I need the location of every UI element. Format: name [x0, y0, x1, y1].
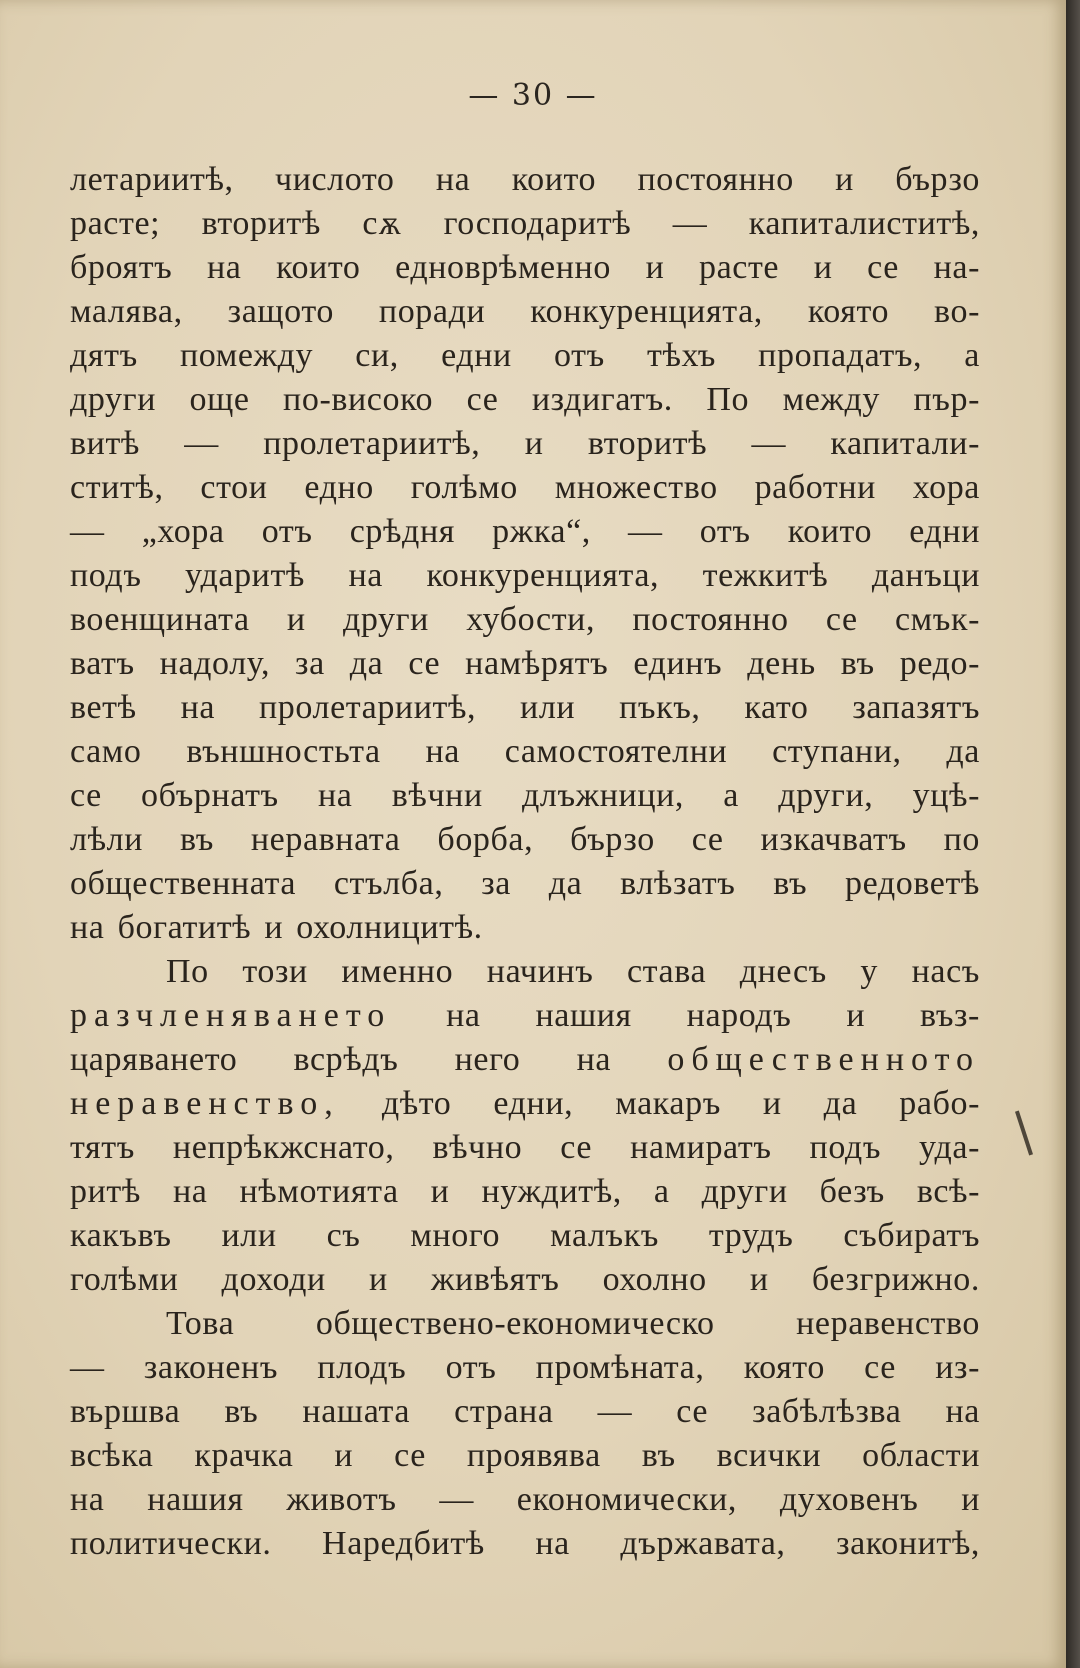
- text-line: тятъ непрѣкжснато, вѣчно се намиратъ подъ уда-: [70, 1129, 980, 1166]
- paragraph-first-line: Това обществено-економическо неравенство: [166, 1305, 980, 1342]
- text-line: малява, защото поради конкуренцията, която во-: [70, 293, 980, 330]
- text-line: ватъ надолу, за да се намѣрятъ единъ день въ редо-: [70, 645, 980, 682]
- text-block: [70, 158, 980, 1566]
- paragraph-first-line: По този именно начинъ става днесъ у насъ: [166, 953, 980, 990]
- text-line: на нашия животъ — економически, духовенъ и: [70, 1481, 980, 1518]
- emphasized-term: общественното: [667, 1041, 980, 1078]
- margin-mark: [1015, 1111, 1033, 1156]
- text-fragment: дѣто едни, макаръ и да рабо-: [381, 1085, 980, 1122]
- book-spine-edge: [1066, 0, 1080, 1668]
- text-line: ветѣ на пролетариитѣ, или пъкъ, като запазятъ: [70, 689, 980, 726]
- text-line: подъ ударитѣ на конкуренцията, тежкитѣ данъци: [70, 557, 980, 594]
- text-line: [70, 1038, 980, 1082]
- text-fragment: на нашия народъ и въз-: [446, 997, 980, 1034]
- text-fragment: царяването всрѣдъ него на: [70, 1041, 612, 1078]
- text-line: какъвъ или съ много малъкъ трудъ събиратъ: [70, 1217, 980, 1254]
- text-line: — законенъ плодъ отъ промѣната, която се из-: [70, 1349, 980, 1386]
- text-line: ритѣ на нѣмотията и нуждитѣ, а други безъ всѣ-: [70, 1173, 980, 1210]
- text-line: политически. Наредбитѣ на държавата, законитѣ,: [70, 1525, 980, 1562]
- text-line: други още по-високо се издигатъ. По между пър-: [70, 381, 980, 418]
- text-line: само външностьта на самостоятелни ступани, да: [70, 733, 980, 770]
- text-line: голѣми доходи и живѣятъ охолно и безгрижно.: [70, 1261, 980, 1298]
- emphasized-term: неравенство,: [70, 1085, 340, 1122]
- text-line: военщината и други хубости, постоянно се смък-: [70, 601, 980, 638]
- text-line: витѣ — пролетариитѣ, и вторитѣ — капитали-: [70, 425, 980, 462]
- emphasized-term: разчленяването: [70, 997, 392, 1034]
- text-line: ститѣ, стои едно голѣмо множество работни хора: [70, 469, 980, 506]
- text-line: — „хора отъ срѣдня ржка“, — отъ които едни: [70, 513, 980, 550]
- text-line: всѣка крачка и се проявява въ всички области: [70, 1437, 980, 1474]
- text-line: броятъ на които едноврѣменно и расте и се на-: [70, 249, 980, 286]
- text-line: дятъ помежду си, едни отъ тѣхъ пропадатъ, а: [70, 337, 980, 374]
- text-line: [70, 1082, 980, 1126]
- text-line: расте; вторитѣ сѫ господаритѣ — капиталиститѣ,: [70, 205, 980, 242]
- text-line: летариитѣ, числото на които постоянно и бързо: [70, 161, 980, 198]
- text-line: [70, 994, 980, 1038]
- text-line: се обърнатъ на вѣчни длъжници, а други, уцѣ-: [70, 777, 980, 814]
- text-line: вършва въ нашата страна — се забѣлѣзва на: [70, 1393, 980, 1430]
- text-line: на богатитѣ и охолницитѣ.: [70, 909, 483, 946]
- text-line: лѣли въ неравната борба, бързо се изкачватъ по: [70, 821, 980, 858]
- page-number: — 30 —: [468, 78, 598, 113]
- text-line: общественната стълба, за да влѣзатъ въ редоветѣ: [70, 865, 980, 902]
